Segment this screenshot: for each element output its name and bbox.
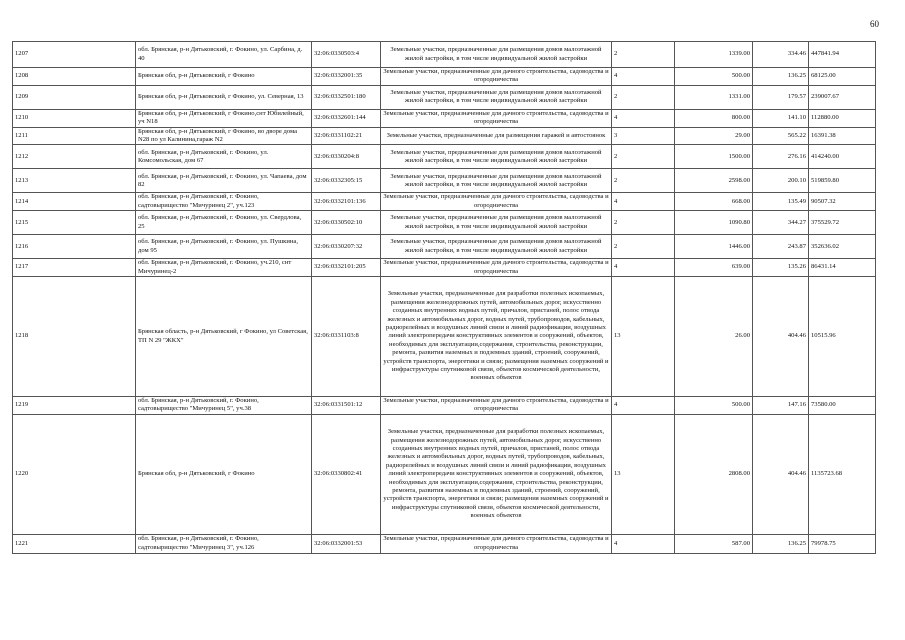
- table-row: [13, 127, 876, 145]
- cell-value: 447841.94: [809, 42, 876, 68]
- cell-use: Земельные участки, предназначенные для разработки полезных ископаемых, размещения железнодорожных путей, автомобильных дорог, искусственно созданных внутренних водных путей, причалов, пристаней, полос отвода железных и автомобильных дорог, водных путей, трубопроводов, кабельных, радиорелейных и воздушных линий связи и линий радиофикации, воздушных линий электропередачи конструктивных элементов и сооружений, объектов, необходимых для эксплуатации,содержания, строительства, реконструкции, ремонта, развития наземных и подземных зданий, строений, сооружений, устройств транспорта, энергетики и связи; размещения наземных сооружений и инфраструктуры спутниковой связи, объектов космической деятельности, военных объектов: [381, 414, 612, 534]
- cell-number: 1207: [13, 42, 136, 68]
- cell-category: 4: [612, 193, 675, 211]
- cell-rate: 179.57: [753, 85, 809, 109]
- cell-category: 4: [612, 397, 675, 415]
- cell-cadastral: 32:06:0332001:35: [312, 68, 381, 86]
- cell-area: 1090.80: [675, 211, 753, 235]
- cell-value: 375529.72: [809, 211, 876, 235]
- cell-address: обл. Брянская, р-н Дятьковский, г. Фокино, садтовырищество "Мичуринец 3", уч.126: [136, 534, 312, 553]
- cell-rate: 404.46: [753, 277, 809, 397]
- cell-number: 1213: [13, 169, 136, 193]
- table-row: [13, 211, 876, 235]
- cell-cadastral: 32:06:0332601:144: [312, 109, 381, 127]
- cell-category: 2: [612, 169, 675, 193]
- table-row: [13, 277, 876, 397]
- cell-rate: 200.10: [753, 169, 809, 193]
- table-row: [13, 85, 876, 109]
- cell-use: Земельные участки, предназначенные для дачного строительства, садоводства и огородничества: [381, 534, 612, 553]
- cell-area: 639.00: [675, 259, 753, 277]
- cell-cadastral: 32:06:0332101:136: [312, 193, 381, 211]
- cell-number: 1214: [13, 193, 136, 211]
- table-row: [13, 534, 876, 553]
- cell-cadastral: 32:06:0330204:8: [312, 145, 381, 169]
- cell-cadastral: 32:06:0332101:205: [312, 259, 381, 277]
- cell-cadastral: 32:06:0330503:4: [312, 42, 381, 68]
- cell-use: Земельные участки, предназначенные для размещения домов малоэтажной жилой застройки, в том числе индивидуальной жилой застройки: [381, 169, 612, 193]
- cell-category: 4: [612, 109, 675, 127]
- cell-area: 2598.00: [675, 169, 753, 193]
- cell-number: 1219: [13, 397, 136, 415]
- cell-use: Земельные участки, предназначенные для дачного строительства, садоводства и огородничества: [381, 193, 612, 211]
- cell-area: 1339.00: [675, 42, 753, 68]
- cell-cadastral: 32:06:0332305:15: [312, 169, 381, 193]
- cell-rate: 141.10: [753, 109, 809, 127]
- cell-value: 112880.00: [809, 109, 876, 127]
- cell-cadastral: 32:06:0330802:41: [312, 414, 381, 534]
- cell-rate: 334.46: [753, 42, 809, 68]
- cell-value: 79978.75: [809, 534, 876, 553]
- cell-value: 1135723.68: [809, 414, 876, 534]
- cell-address: обл. Брянская, р-н Дятьковский, г. Фокино, садтовырищество "Мичуринец 2", уч.123: [136, 193, 312, 211]
- cell-number: 1211: [13, 127, 136, 145]
- cell-number: 1217: [13, 259, 136, 277]
- cell-address: обл. Брянская, р-н Дятьковский, г. Фокино, ул. Свердлова, 25: [136, 211, 312, 235]
- cell-value: 352636.02: [809, 235, 876, 259]
- cell-area: 1446.00: [675, 235, 753, 259]
- cell-cadastral: 32:06:0330502:10: [312, 211, 381, 235]
- cell-cadastral: 32:06:0330207:32: [312, 235, 381, 259]
- cell-rate: 135.26: [753, 259, 809, 277]
- cell-category: 4: [612, 534, 675, 553]
- cell-value: 73580.00: [809, 397, 876, 415]
- table-row: [13, 109, 876, 127]
- cell-use: Земельные участки, предназначенные для размещения домов малоэтажной жилой застройки, в том числе индивидуальной жилой застройки: [381, 145, 612, 169]
- cell-category: 2: [612, 145, 675, 169]
- cell-rate: 344.27: [753, 211, 809, 235]
- cell-address: обл. Брянская, р-н Дятьковский, г. Фокино, ул. Комсомольская, дом 67: [136, 145, 312, 169]
- cell-area: 587.00: [675, 534, 753, 553]
- cell-category: 2: [612, 42, 675, 68]
- cell-cadastral: 32:06:0331501:12: [312, 397, 381, 415]
- cell-value: 10515.96: [809, 277, 876, 397]
- cell-value: 68125.00: [809, 68, 876, 86]
- table-row: [13, 397, 876, 415]
- cell-category: 2: [612, 235, 675, 259]
- cell-address: обл. Брянская, р-н Дятьковский, г. Фокино, уч.210, снт Мичуринец-2: [136, 259, 312, 277]
- cell-address: Брянская обл, р-н Дятьковский, г Фокино: [136, 414, 312, 534]
- cell-rate: 276.16: [753, 145, 809, 169]
- cell-use: Земельные участки, предназначенные для дачного строительства, садоводства и огородничества: [381, 397, 612, 415]
- table-row: [13, 169, 876, 193]
- cell-rate: 404.46: [753, 414, 809, 534]
- cell-category: 2: [612, 211, 675, 235]
- cell-address: обл. Брянская, р-н Дятьковский, г. Фокино, садтовырищество "Мичуринец 5", уч.38: [136, 397, 312, 415]
- cell-area: 500.00: [675, 397, 753, 415]
- cell-address: обл. Брянская, р-н Дятьковский, г. Фокино, ул. Пушкина, дом 95: [136, 235, 312, 259]
- table-row: [13, 42, 876, 68]
- cell-address: Брянская обл, р-н Дятьковский, г Фокино: [136, 68, 312, 86]
- table-row: [13, 193, 876, 211]
- cell-number: 1221: [13, 534, 136, 553]
- cell-rate: 136.25: [753, 68, 809, 86]
- land-registry-table: [12, 41, 876, 554]
- cell-value: 86431.14: [809, 259, 876, 277]
- cell-number: 1212: [13, 145, 136, 169]
- cell-category: 4: [612, 68, 675, 86]
- cell-area: 1500.00: [675, 145, 753, 169]
- cell-rate: 135.49: [753, 193, 809, 211]
- table-row: [13, 414, 876, 534]
- cell-use: Земельные участки, предназначенные для дачного строительства, садоводства и огородничества: [381, 68, 612, 86]
- cell-value: 519859.80: [809, 169, 876, 193]
- cell-number: 1208: [13, 68, 136, 86]
- cell-category: 2: [612, 85, 675, 109]
- cell-number: 1209: [13, 85, 136, 109]
- cell-address: Брянская обл, р-н Дятьковский, г Фокино, ул. Северная, 13: [136, 85, 312, 109]
- cell-value: 239007.67: [809, 85, 876, 109]
- cell-use: Земельные участки, предназначенные для размещения домов малоэтажной жилой застройки, в том числе индивидуальной жилой застройки: [381, 42, 612, 68]
- cell-use: Земельные участки, предназначенные для дачного строительства, садоводства и огородничества: [381, 259, 612, 277]
- cell-area: 668.00: [675, 193, 753, 211]
- cell-use: Земельные участки, предназначенные для дачного строительства, садоводства и огородничества: [381, 109, 612, 127]
- table-row: [13, 68, 876, 86]
- cell-category: 13: [612, 414, 675, 534]
- cell-address: обл. Брянская, р-н Дятьковский, г. Фокино, ул. Сарбина, д. 40: [136, 42, 312, 68]
- cell-rate: 136.25: [753, 534, 809, 553]
- cell-address: Брянская обл, р-н Дятьковский, г Фокино, во дворе дома N28 по ул Калинина,гараж N2: [136, 127, 312, 145]
- cell-cadastral: 32:06:0332001:53: [312, 534, 381, 553]
- cell-value: 90507.32: [809, 193, 876, 211]
- cell-number: 1215: [13, 211, 136, 235]
- cell-rate: 565.22: [753, 127, 809, 145]
- cell-number: 1210: [13, 109, 136, 127]
- cell-address: Брянская обл, р-н Дятьковский, г Фокино,снт Юбилейный, уч N18: [136, 109, 312, 127]
- cell-cadastral: 32:06:0332501:180: [312, 85, 381, 109]
- cell-value: 16391.38: [809, 127, 876, 145]
- cell-use: Земельные участки, предназначенные для размещения домов малоэтажной жилой застройки, в том числе индивидуальной жилой застройки: [381, 211, 612, 235]
- cell-category: 13: [612, 277, 675, 397]
- cell-area: 800.00: [675, 109, 753, 127]
- table-row: [13, 259, 876, 277]
- cell-use: Земельные участки, предназначенные для размещения гаражей и автостоянок: [381, 127, 612, 145]
- cell-number: 1220: [13, 414, 136, 534]
- cell-use: Земельные участки, предназначенные для размещения домов малоэтажной жилой застройки, в том числе индивидуальной жилой застройки: [381, 85, 612, 109]
- cell-rate: 147.16: [753, 397, 809, 415]
- cell-address: обл. Брянская, р-н Дятьковский, г. Фокино, ул. Чапаева, дом 82: [136, 169, 312, 193]
- cell-cadastral: 32:06:0331102:21: [312, 127, 381, 145]
- cell-rate: 243.87: [753, 235, 809, 259]
- cell-address: Брянская область, р-н Дятьковский, г Фокино, ул Советская, ТП N 29 "ЖКХ": [136, 277, 312, 397]
- cell-area: 26.00: [675, 277, 753, 397]
- cell-category: 4: [612, 259, 675, 277]
- cell-area: 1331.00: [675, 85, 753, 109]
- cell-use: Земельные участки, предназначенные для разработки полезных ископаемых, размещения железнодорожных путей, автомобильных дорог, искусственно созданных внутренних водных путей, причалов, пристаней, полос отвода железных и автомобильных дорог, водных путей, трубопроводов, кабельных, радиорелейных и воздушных линий связи и линий радиофикации, воздушных линий электропередачи конструктивных элементов и сооружений, объектов, необходимых для эксплуатации,содержания, строительства, реконструкции, ремонта, развития наземных и подземных зданий, строений, сооружений, устройств транспорта, энергетики и связи; размещения наземных сооружений и инфраструктуры спутниковой связи, объектов космической деятельности, военных объектов: [381, 277, 612, 397]
- cell-number: 1218: [13, 277, 136, 397]
- table-row: [13, 145, 876, 169]
- cell-area: 500.00: [675, 68, 753, 86]
- cell-use: Земельные участки, предназначенные для размещения домов малоэтажной жилой застройки, в том числе индивидуальной жилой застройки: [381, 235, 612, 259]
- table-row: [13, 235, 876, 259]
- cell-category: 3: [612, 127, 675, 145]
- cell-area: 29.00: [675, 127, 753, 145]
- cell-area: 2808.00: [675, 414, 753, 534]
- cell-value: 414240.00: [809, 145, 876, 169]
- page-number: 60: [870, 19, 879, 29]
- cell-cadastral: 32:06:0331103:8: [312, 277, 381, 397]
- cell-number: 1216: [13, 235, 136, 259]
